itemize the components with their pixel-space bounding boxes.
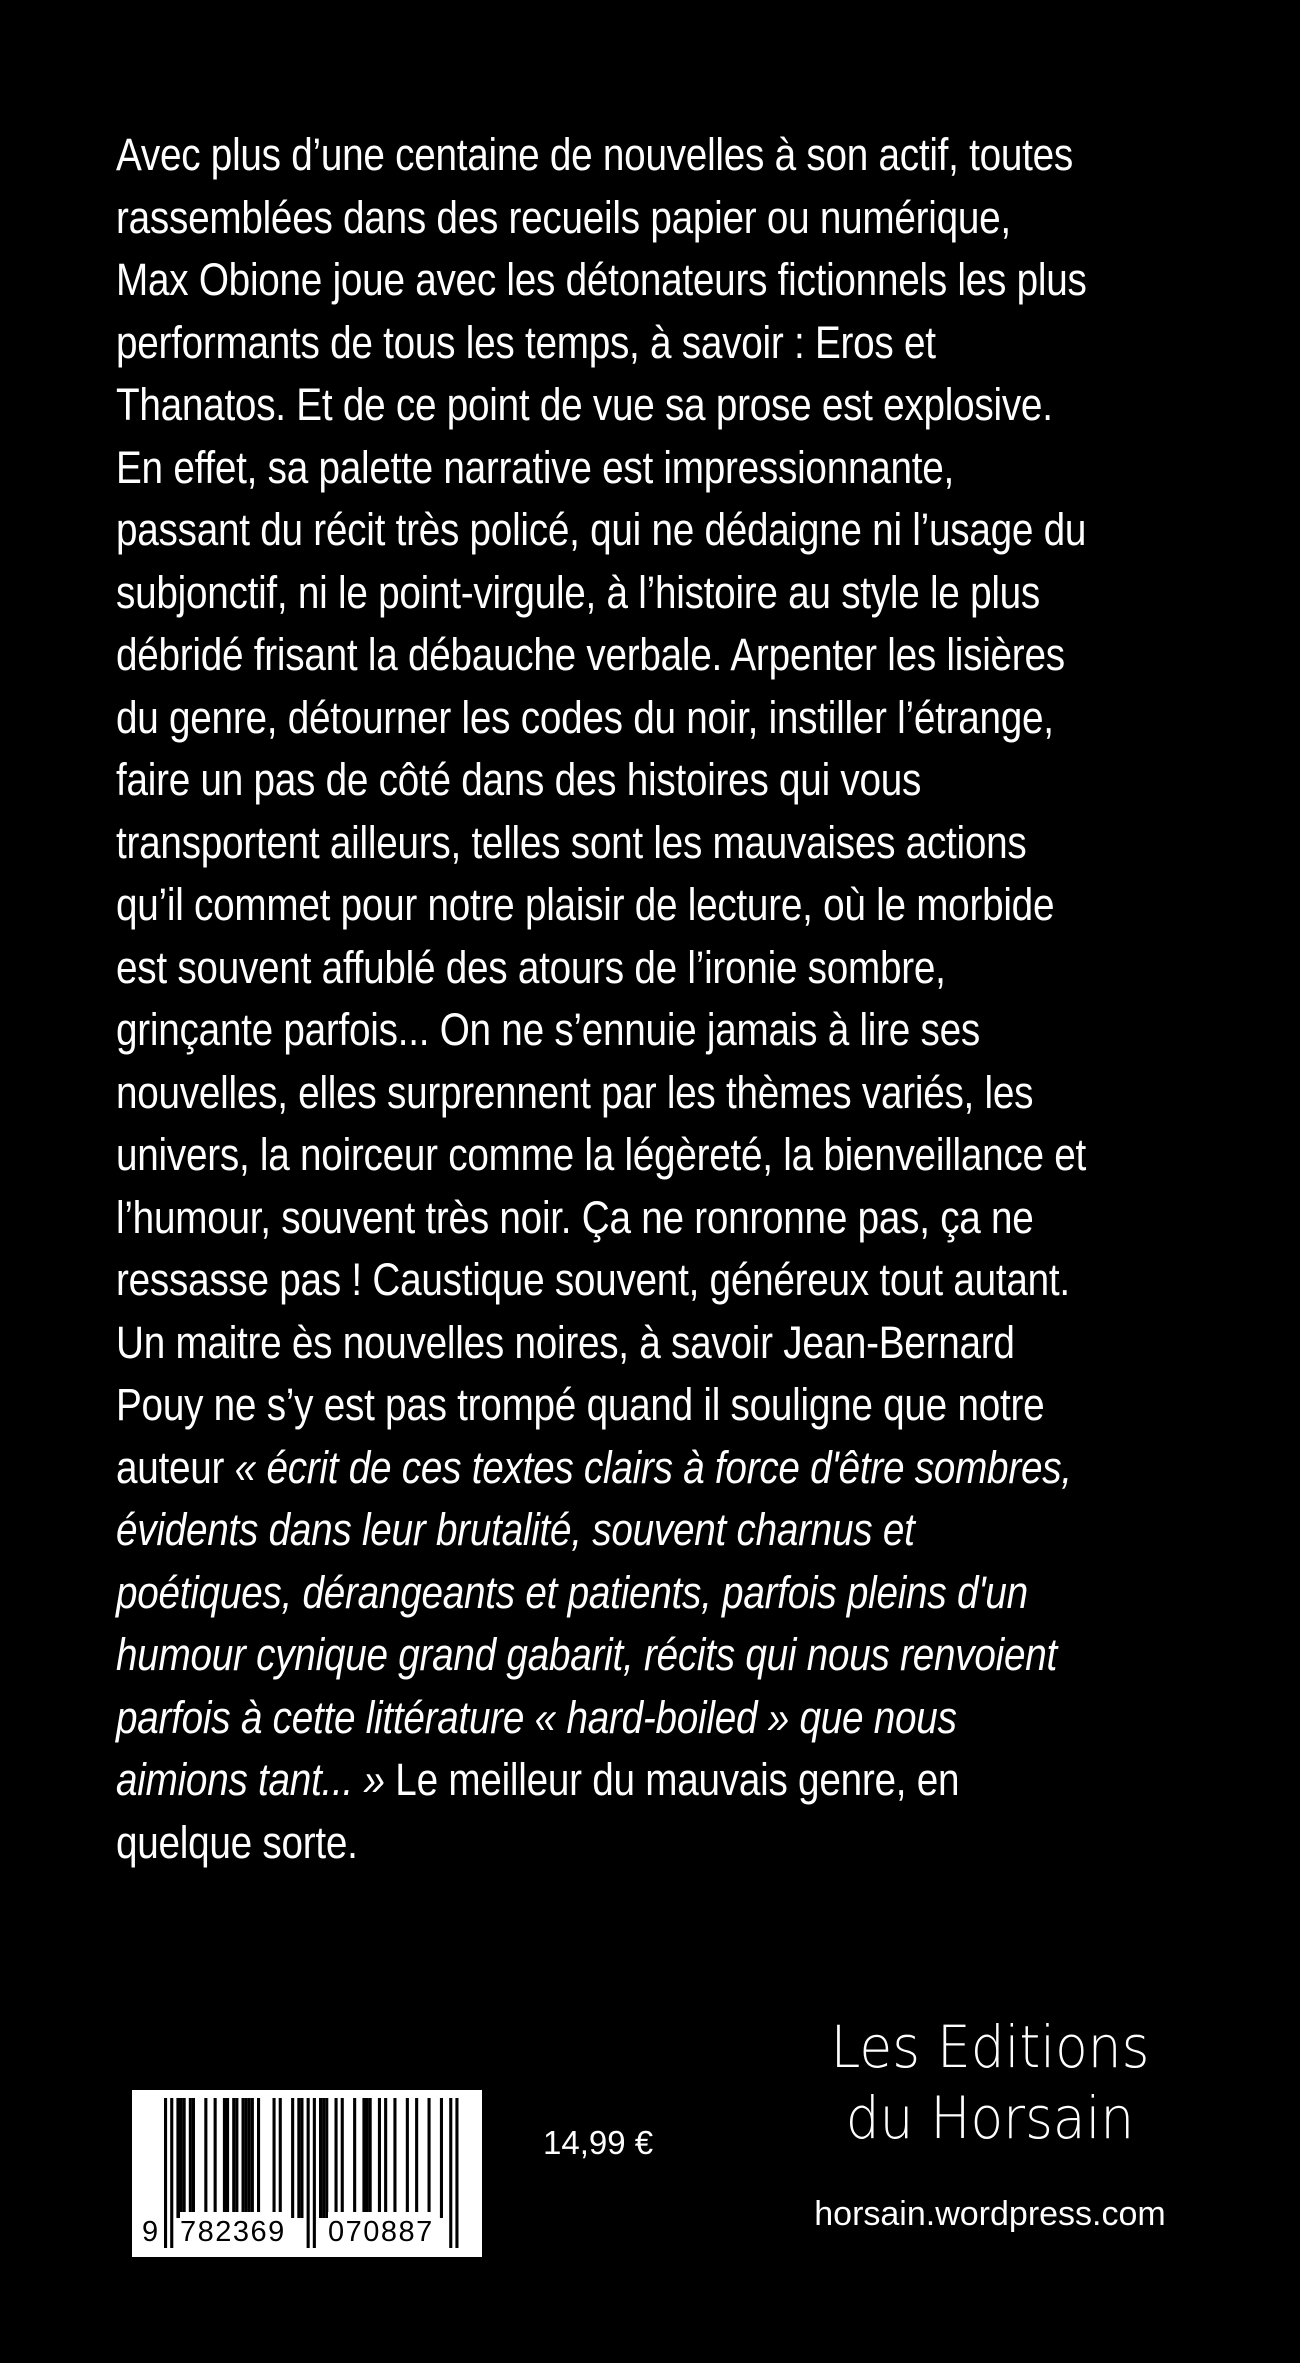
publisher-name-line1: Les Editions [830, 2013, 1150, 2081]
barcode-digits-left: 782369 [180, 2212, 286, 2252]
barcode-bar [180, 2098, 183, 2218]
barcode-bar [366, 2098, 369, 2218]
blurb-line: univers, la noirceur comme la légèreté, la bienveillance et [116, 1129, 1086, 1180]
barcode-bar [192, 2098, 195, 2218]
barcode-bar [384, 2098, 387, 2218]
blurb-line: ressasse pas ! Caustique souvent, généreux tout autant. [116, 1254, 1070, 1305]
blurb-line: débridé frisant la débauche verbale. Arpenter les lisières [116, 629, 1065, 680]
price-label: 14,99 € [543, 2124, 654, 2161]
barcode-bar [353, 2098, 356, 2218]
quote-line: évidents dans leur brutalité, souvent charnus et [116, 1504, 915, 1555]
barcode-bar [235, 2098, 238, 2218]
blurb-line: Pouy ne s’y est pas trompé quand il souligne que notre [116, 1379, 1045, 1430]
barcode-bar [245, 2098, 248, 2218]
publisher-name-line2: du Horsain [845, 2084, 1135, 2152]
barcode-bar [183, 2098, 186, 2218]
barcode-bar [279, 2098, 282, 2218]
barcode-bar [251, 2098, 254, 2218]
blurb-line [116, 1437, 1260, 1500]
blurb-line: grinçante parfois... On ne s’ennuie jamais à lire ses [116, 1004, 980, 1055]
barcode-bar [242, 2098, 245, 2218]
blurb-line: Un maitre ès nouvelles noires, à savoir Jean-Bernard [116, 1316, 1015, 1368]
barcode-bar [378, 2098, 381, 2218]
barcode-bar [297, 2098, 300, 2218]
barcode-bar [440, 2098, 443, 2218]
barcode-bar [223, 2098, 226, 2218]
blurb-line: Avec plus d’une centaine de nouvelles à son actif, toutes [116, 129, 1074, 180]
barcode-digits-right: 070887 [328, 2212, 434, 2252]
barcode-lead-digit: 9 [142, 2212, 158, 2252]
publisher-website: horsain.wordpress.com [814, 2195, 1166, 2233]
barcode-bar [176, 2098, 179, 2218]
blurb-text: auteur [116, 1441, 235, 1493]
barcode-bar [369, 2098, 372, 2218]
barcode-bar [189, 2098, 192, 2218]
barcode-bar [307, 2098, 310, 2248]
blurb-line: transportent ailleurs, telles sont les mauvaises actions [116, 816, 1027, 868]
barcode-bar [406, 2098, 409, 2218]
barcode-bar [257, 2098, 260, 2218]
barcode-bar [300, 2098, 303, 2218]
barcode-bar [362, 2098, 365, 2218]
isbn-barcode [132, 2090, 482, 2257]
blurb-line: passant du récit très policé, qui ne dédaigne ni l’usage du [116, 504, 1087, 555]
barcode-bar [164, 2098, 167, 2248]
barcode-bar [291, 2098, 294, 2218]
barcode-bar [204, 2098, 207, 2218]
quote-line: parfois à cette littérature « hard-boiled » que nous [116, 1691, 957, 1743]
quote-text: « écrit de ces textes clairs à force d'être sombres, [234, 1441, 1072, 1493]
blurb-line: Max Obione joue avec les détonateurs fictionnels les plus [116, 254, 1087, 305]
barcode-bar [214, 2098, 217, 2218]
blurb-line: rassemblées dans des recueils papier ou numérique, [116, 191, 1011, 243]
blurb-line: quelque sorte. [116, 1816, 358, 1868]
barcode-bar [455, 2098, 458, 2248]
barcode-bar [313, 2098, 316, 2248]
barcode-bar [226, 2098, 229, 2218]
barcode-bar [232, 2098, 235, 2218]
quote-line: poétiques, dérangeants et patients, parfois pleins d'un [116, 1566, 1028, 1618]
barcode-bar [248, 2098, 251, 2218]
blurb-line: En effet, sa palette narrative est impressionnante, [116, 441, 955, 493]
quote-line: humour cynique grand gabarit, récits qui nous renvoient [116, 1629, 1057, 1680]
barcode-bar [273, 2098, 276, 2218]
publisher-logo [806, 2012, 1174, 2154]
barcode-bar [335, 2098, 338, 2218]
barcode-bar [415, 2098, 418, 2218]
quote-text: aimions tant... » [116, 1754, 385, 1805]
barcode-bar [319, 2098, 322, 2218]
blurb-line: faire un pas de côté dans des histoires qui vous [116, 754, 922, 805]
barcode-bar [322, 2098, 325, 2218]
blurb-line: du genre, détourner les codes du noir, instiller l’étrange, [116, 691, 1054, 743]
barcode-bar [325, 2098, 328, 2218]
back-cover-blurb [116, 124, 1260, 1874]
barcode-bar [170, 2098, 173, 2248]
blurb-line: qu’il commet pour notre plaisir de lecture, où le morbide [116, 879, 1055, 930]
blurb-line [116, 1749, 1260, 1812]
blurb-line: subjonctif, ni le point-virgule, à l’histoire au style le plus [116, 566, 1041, 618]
barcode-bar [341, 2098, 344, 2218]
barcode-bar [428, 2098, 431, 2218]
blurb-line: nouvelles, elles surprennent par les thèmes variés, les [116, 1066, 1034, 1118]
blurb-text: Le meilleur du mauvais genre, en [384, 1754, 960, 1805]
barcode-bar [393, 2098, 396, 2218]
blurb-line: performants de tous les temps, à savoir : Eros et [116, 316, 936, 368]
blurb-line: l’humour, souvent très noir. Ça ne ronronne pas, ça ne [116, 1191, 1034, 1243]
blurb-line: est souvent affublé des atours de l’ironie sombre, [116, 941, 946, 993]
blurb-line: Thanatos. Et de ce point de vue sa prose est explosive. [116, 379, 1053, 430]
barcode-bar [449, 2098, 452, 2248]
